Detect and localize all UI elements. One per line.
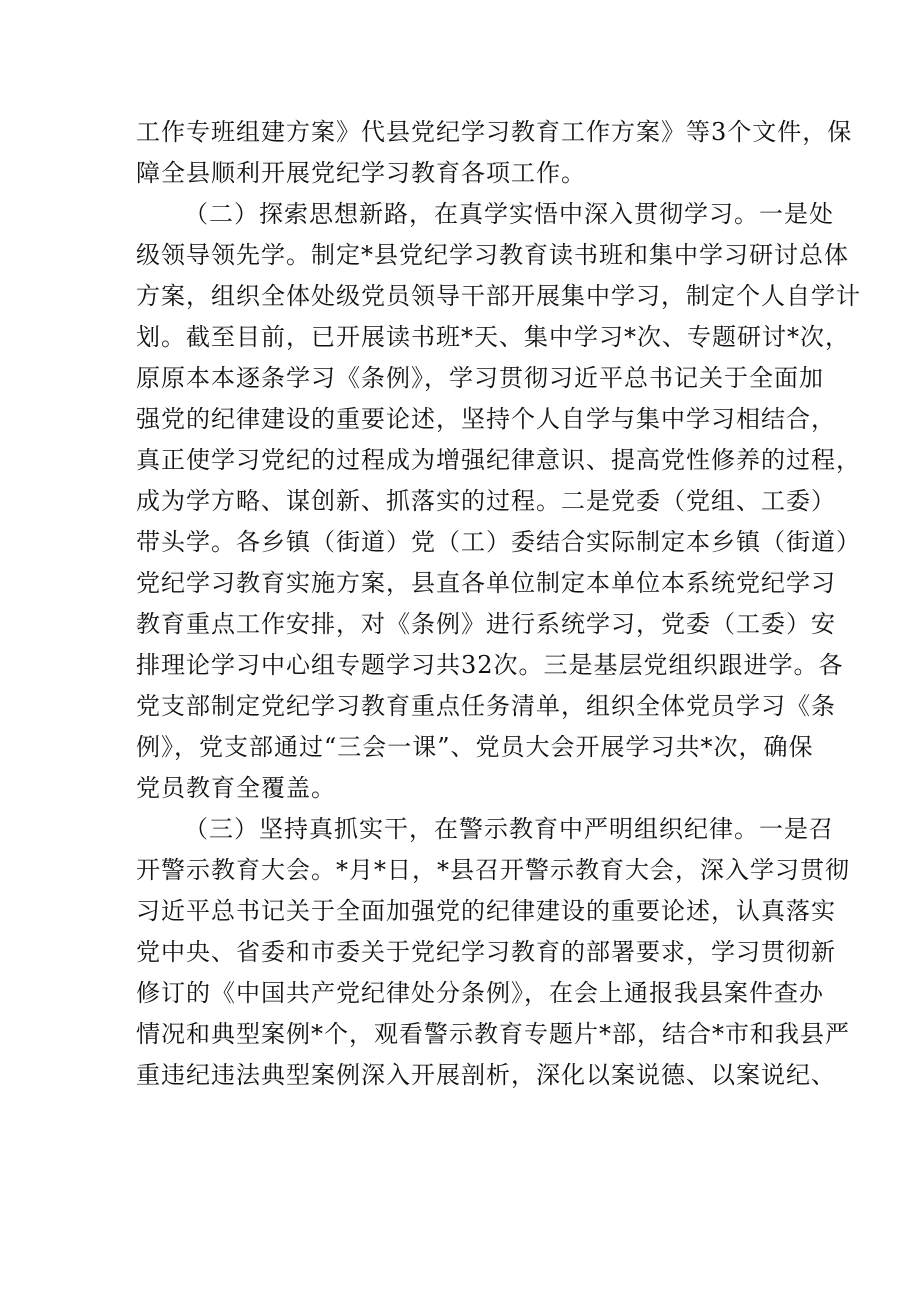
text-line: 原原本本逐条学习《条例》，学习贯彻习近平总书记关于全面加: [136, 364, 824, 392]
text-line: 开警示教育大会。*月*日，*县召开警示教育大会，深入学习贯彻: [136, 856, 850, 884]
section-heading-line: （二）探索思想新路，在真学实悟中深入贯彻学习。一是处: [184, 200, 834, 228]
text-line: 工作专班组建方案》代县党纪学习教育工作方案》等3个文件，保: [136, 118, 853, 146]
section-heading-line: （三）坚持真抓实干，在警示教育中严明组织纪律。一是召: [184, 815, 834, 843]
text-line: 真正使学习党纪的过程成为增强纪律意识、提高党性修养的过程，: [136, 446, 861, 474]
text-line: 重违纪违法典型案例深入开展剖析，深化以案说德、以案说纪、: [136, 1061, 836, 1089]
text-line: 党中央、省委和市委关于党纪学习教育的部署要求，学习贯彻新: [136, 938, 836, 966]
text-line: 党纪学习教育实施方案，县直各单位制定本单位本系统党纪学习: [136, 569, 836, 597]
paragraph-section-two: [136, 194, 861, 809]
text-line: 教育重点工作安排，对《条例》进行系统学习，党委（工委）安: [136, 610, 836, 638]
text-line: 强党的纪律建设的重要论述，坚持个人自学与集中学习相结合，: [136, 405, 836, 433]
text-line: 例》，党支部通过“三会一课”、党员大会开展学习共*次，确保: [136, 733, 814, 761]
text-line: 级领导领先学。制定*县党纪学习教育读书班和集中学习研讨总体: [136, 241, 849, 269]
text-line: 情况和典型案例*个，观看警示教育专题片*部，结合*市和我县严: [136, 1020, 850, 1048]
document-body: [136, 112, 861, 1096]
text-line: 习近平总书记关于全面加强党的纪律建设的重要论述，认真落实: [136, 897, 836, 925]
text-line: 修订的《中国共产党纪律处分条例》，在会上通报我县案件查办: [136, 979, 824, 1007]
paragraph-section-three: [136, 809, 850, 1096]
text-line: 排理论学习中心组专题学习共32次。三是基层党组织跟进学。各: [136, 651, 844, 679]
text-line: 划。截至目前，已开展读书班*天、集中学习*次、专题研讨*次，: [136, 323, 850, 351]
text-line: 带头学。各乡镇（街道）党（工）委结合实际制定本乡镇（街道）: [136, 528, 861, 556]
text-line: 成为学方略、谋创新、抓落实的过程。二是党委（党组、工委）: [136, 487, 836, 515]
text-line: 障全县顺利开展党纪学习教育各项工作。: [136, 159, 586, 187]
text-line: 方案，组织全体处级党员领导干部开展集中学习，制定个人自学计: [136, 282, 861, 310]
text-line: 党支部制定党纪学习教育重点任务清单，组织全体党员学习《条: [136, 692, 836, 720]
text-line: 党员教育全覆盖。: [136, 774, 336, 802]
paragraph-continuation: [136, 112, 853, 194]
